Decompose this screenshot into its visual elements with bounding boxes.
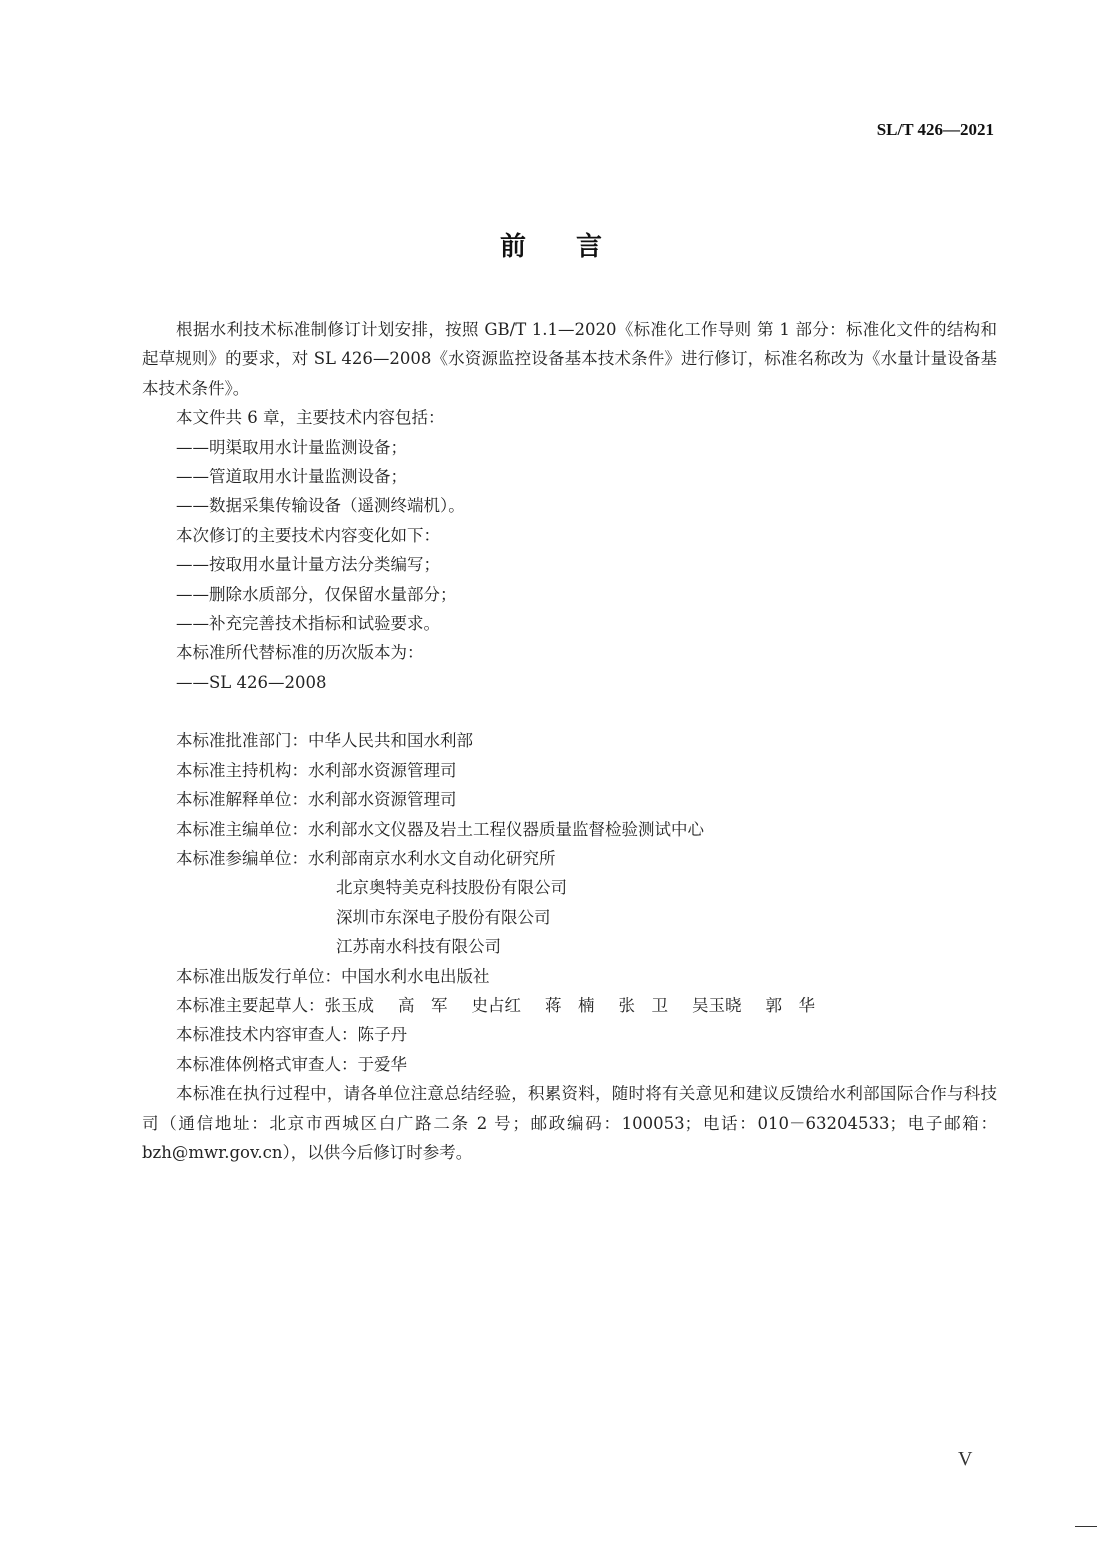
chief-editor-line: 本标准主编单位：水利部水文仪器及岩土工程仪器质量监督检验测试中心 [176, 819, 704, 839]
list-item: ——删除水质部分，仅保留水量部分； [176, 584, 457, 604]
page-number: V [958, 1448, 973, 1470]
co-editor-continuation: 北京奥特美克科技股份有限公司 [336, 878, 567, 898]
scan-edge-mark [1075, 1526, 1097, 1527]
preface-body [142, 315, 997, 1167]
interpret-line: 本标准解释单位：水利部水资源管理司 [176, 790, 457, 810]
publisher-line: 本标准出版发行单位：中国水利水电出版社 [176, 966, 490, 986]
changes-intro: 本次修订的主要技术内容变化如下： [176, 525, 440, 545]
host-line: 本标准主持机构：水利部水资源管理司 [176, 760, 457, 780]
drafter-name: 蒋 楠 [545, 995, 595, 1015]
drafter-name: 史占红 [471, 995, 521, 1015]
feedback-paragraph: 本标准在执行过程中，请各单位注意总结经验，积累资料，随时将有关意见和建议反馈给水利部国际合作与科技司（通信地址：北京市西城区白广路二条 2 号；邮政编码：100053；电话：010－63204533；电子邮箱：bzh@mwr.gov.cn），以供今后修订时参考。 [142, 1084, 997, 1162]
co-editor-continuation: 江苏南水科技有限公司 [336, 937, 501, 957]
tech-reviewer-line: 本标准技术内容审查人：陈子丹 [176, 1025, 407, 1045]
document-code: SL/T 426—2021 [876, 120, 994, 139]
list-item: ——按取用水量计量方法分类编写； [176, 555, 440, 575]
co-editor-continuation: 深圳市东深电子股份有限公司 [336, 907, 551, 927]
drafter-name: 张 卫 [618, 995, 668, 1015]
list-item: ——数据采集传输设备（遥测终端机）。 [176, 496, 465, 516]
drafters-label: 本标准主要起草人： [176, 995, 325, 1015]
intro-paragraph: 根据水利技术标准制修订计划安排，按照 GB/T 1.1—2020《标准化工作导则 第 1 部分：标准化文件的结构和起草规则》的要求，对 SL 426—2008《水资源监控设备基本技术条件》进行修订，标准名称改为《水量计量设备基本技术条件》。 [142, 320, 997, 398]
section-gap [142, 697, 997, 726]
approval-line: 本标准批准部门：中华人民共和国水利部 [176, 731, 473, 751]
list-item: ——管道取用水计量监测设备； [176, 467, 407, 487]
drafter-name: 张玉成 [324, 995, 374, 1015]
page-title: 前言 [499, 232, 652, 262]
drafter-name: 吴玉晓 [692, 995, 742, 1015]
drafter-name: 高 军 [398, 995, 448, 1015]
history-intro: 本标准所代替标准的历次版本为： [176, 643, 424, 663]
drafters-line [142, 991, 997, 1020]
format-reviewer-line: 本标准体例格式审查人：于爱华 [176, 1054, 407, 1074]
list-item: ——SL 426—2008 [176, 672, 327, 692]
list-item: ——明渠取用水计量监测设备； [176, 437, 407, 457]
list-item: ——补充完善技术指标和试验要求。 [176, 614, 440, 634]
chapters-intro: 本文件共 6 章，主要技术内容包括： [176, 408, 445, 428]
co-editor-line: 本标准参编单位：水利部南京水利水文自动化研究所 [176, 848, 556, 868]
drafter-name: 郭 华 [765, 995, 815, 1015]
